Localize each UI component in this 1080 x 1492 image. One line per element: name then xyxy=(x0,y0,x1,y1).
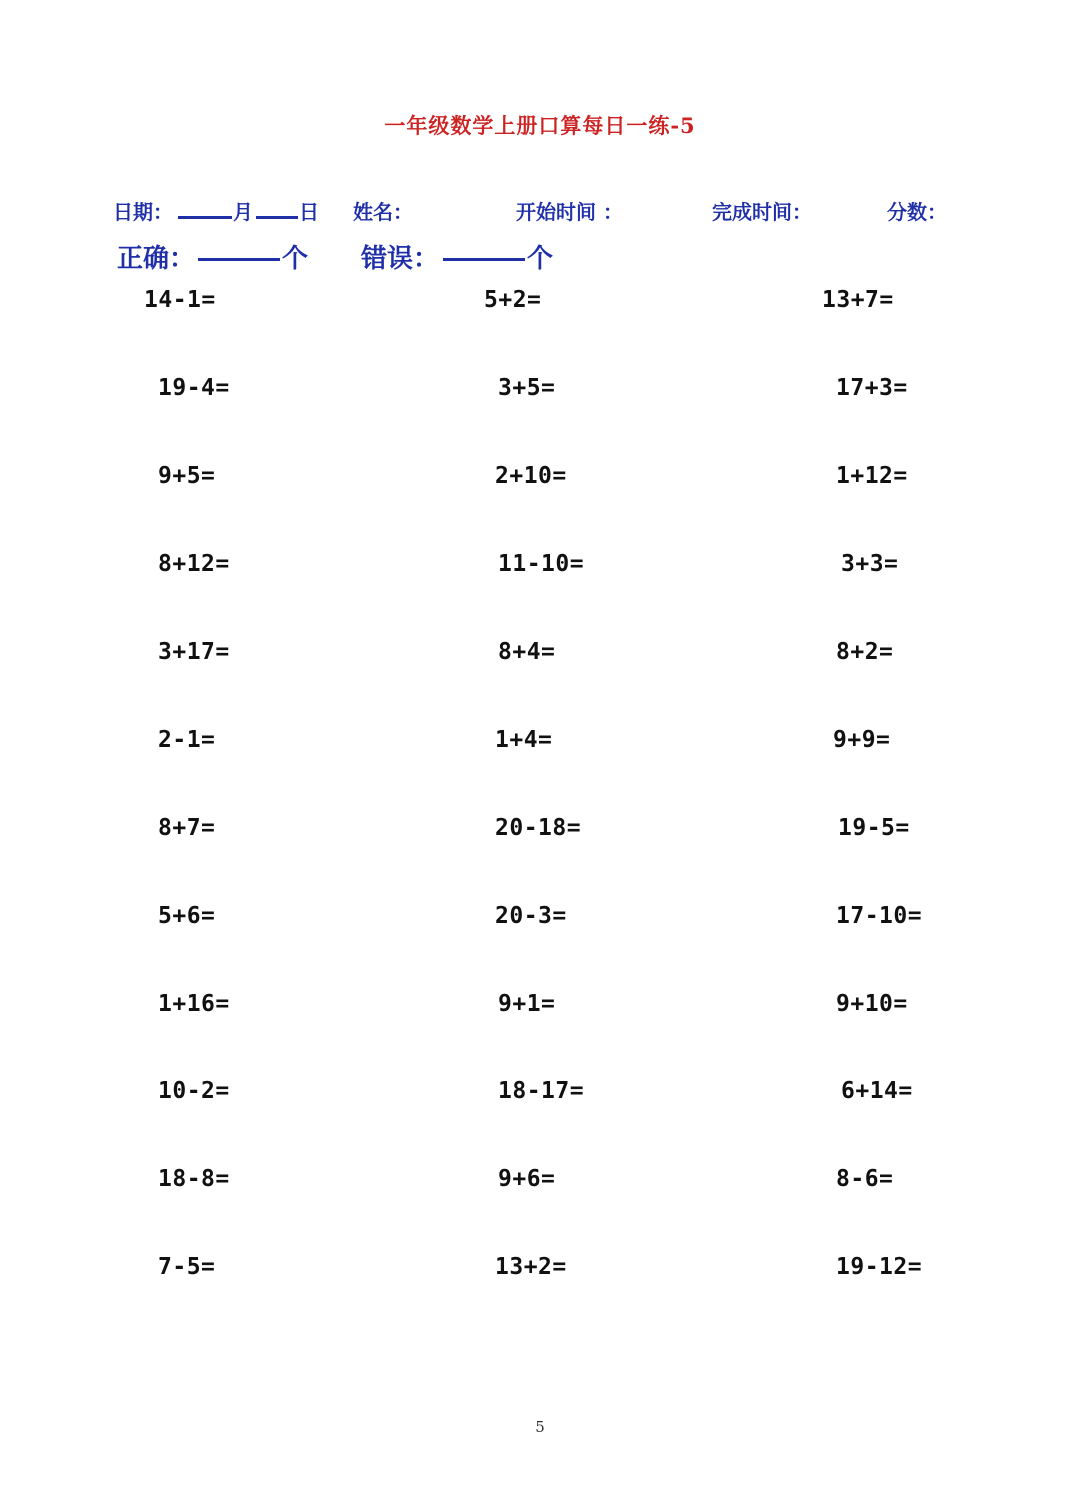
problem-item: 1+16= xyxy=(158,991,230,1017)
problem-item: 18-17= xyxy=(498,1078,585,1104)
correct-unit: 个 xyxy=(282,244,309,274)
problem-item: 13+2= xyxy=(495,1254,567,1280)
problem-item: 17-10= xyxy=(836,903,923,929)
month-label: 月 xyxy=(233,200,253,224)
problem-item: 20-3= xyxy=(495,903,567,929)
problem-item: 5+6= xyxy=(158,903,216,929)
problem-item: 9+1= xyxy=(498,991,556,1017)
wrong-count-blank[interactable] xyxy=(443,238,525,261)
problem-item: 3+3= xyxy=(841,551,899,577)
problem-item: 1+12= xyxy=(836,463,908,489)
problem-item: 1+4= xyxy=(495,727,553,753)
problem-item: 19-4= xyxy=(158,375,230,401)
worksheet-title: 一年级数学上册口算每日一练-5 xyxy=(384,113,696,138)
problem-item: 5+2= xyxy=(484,287,542,313)
day-blank[interactable] xyxy=(256,196,298,219)
name-label: 姓名： xyxy=(353,200,413,224)
problem-item: 9+6= xyxy=(498,1166,556,1192)
problem-item: 20-18= xyxy=(495,815,582,841)
problem-item: 6+14= xyxy=(841,1078,913,1104)
problem-item: 19-12= xyxy=(836,1254,923,1280)
problem-item: 2+10= xyxy=(495,463,567,489)
score-label: 分数： xyxy=(887,200,947,224)
problem-item: 8+2= xyxy=(836,639,894,665)
problem-item: 19-5= xyxy=(838,815,910,841)
start-time-label: 开始时间 ： xyxy=(516,200,623,224)
problem-item: 14-1= xyxy=(144,287,216,313)
problem-item: 9+9= xyxy=(833,727,891,753)
problem-item: 8+4= xyxy=(498,639,556,665)
page-number: 5 xyxy=(535,1418,545,1436)
problem-item: 9+5= xyxy=(158,463,216,489)
problem-item: 18-8= xyxy=(158,1166,230,1192)
problem-item: 7-5= xyxy=(158,1254,216,1280)
problem-item: 11-10= xyxy=(498,551,585,577)
correct-label: 正确： xyxy=(117,244,196,274)
problem-item: 3+17= xyxy=(158,639,230,665)
problem-item: 2-1= xyxy=(158,727,216,753)
problem-item: 8+12= xyxy=(158,551,230,577)
date-label: 日期： xyxy=(113,200,173,224)
problem-item: 17+3= xyxy=(836,375,908,401)
problem-item: 8-6= xyxy=(836,1166,894,1192)
finish-time-label: 完成时间： xyxy=(712,200,812,224)
problem-item: 9+10= xyxy=(836,991,908,1017)
header-info-row xyxy=(0,196,1080,230)
problem-item: 8+7= xyxy=(158,815,216,841)
problem-item: 10-2= xyxy=(158,1078,230,1104)
day-label: 日 xyxy=(299,200,319,224)
problem-item: 3+5= xyxy=(498,375,556,401)
correct-count-blank[interactable] xyxy=(198,238,280,261)
wrong-label: 错误： xyxy=(361,244,440,274)
month-blank[interactable] xyxy=(178,196,232,219)
wrong-unit: 个 xyxy=(527,244,554,274)
problem-item: 13+7= xyxy=(822,287,894,313)
correct-wrong-row xyxy=(0,238,1080,282)
